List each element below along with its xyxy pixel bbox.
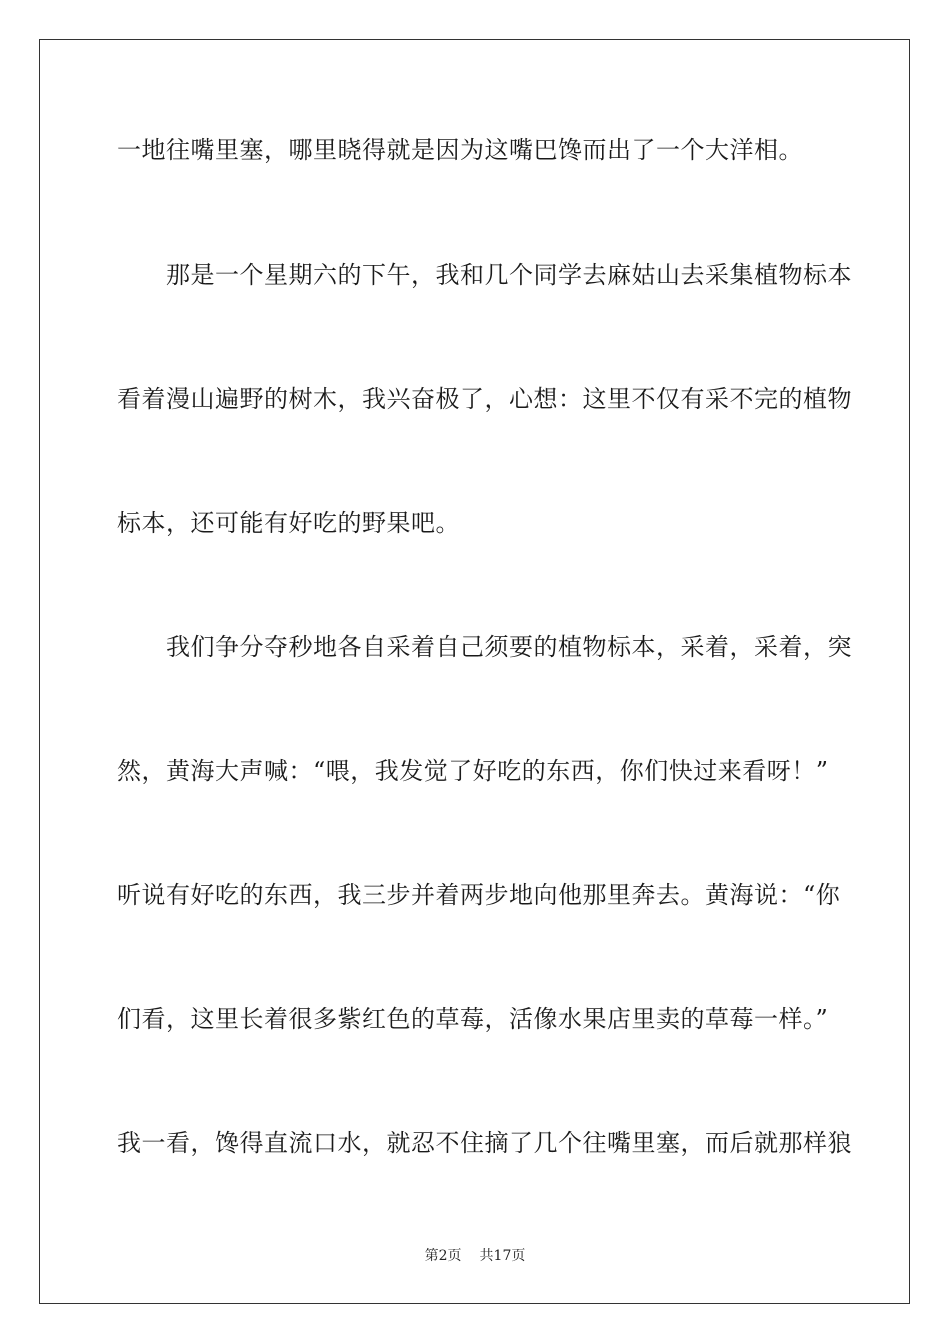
page-border — [39, 39, 910, 1304]
text-line: 标本，还可能有好吃的野果吧。 — [117, 509, 460, 537]
page-footer — [0, 1247, 950, 1265]
text-line: 一地往嘴里塞，哪里晓得就是因为这嘴巴馋而出了一个大洋相。 — [117, 136, 803, 164]
text-line: 我一看，馋得直流口水，就忍不住摘了几个往嘴里塞，而后就那样狼 — [117, 1129, 852, 1157]
text-line: 我们争分夺秒地各自采着自己须要的植物标本，采着，采着，突 — [117, 633, 852, 661]
text-line: 听说有好吃的东西，我三步并着两步地向他那里奔去。黄海说：“你 — [117, 881, 841, 909]
page-total: 共17页 — [479, 1248, 526, 1264]
text-line: 那是一个星期六的下午，我和几个同学去麻姑山去采集植物标本 — [117, 261, 852, 289]
text-line: 们看，这里长着很多紫红色的草莓，活像水果店里卖的草莓一样。” — [117, 1005, 829, 1033]
text-line: 然，黄海大声喊：“喂，我发觉了好吃的东西，你们快过来看呀！” — [117, 757, 829, 785]
page-number: 第2页 — [424, 1248, 462, 1264]
text-line: 看着漫山遍野的树木，我兴奋极了，心想：这里不仅有采不完的植物 — [117, 385, 852, 413]
